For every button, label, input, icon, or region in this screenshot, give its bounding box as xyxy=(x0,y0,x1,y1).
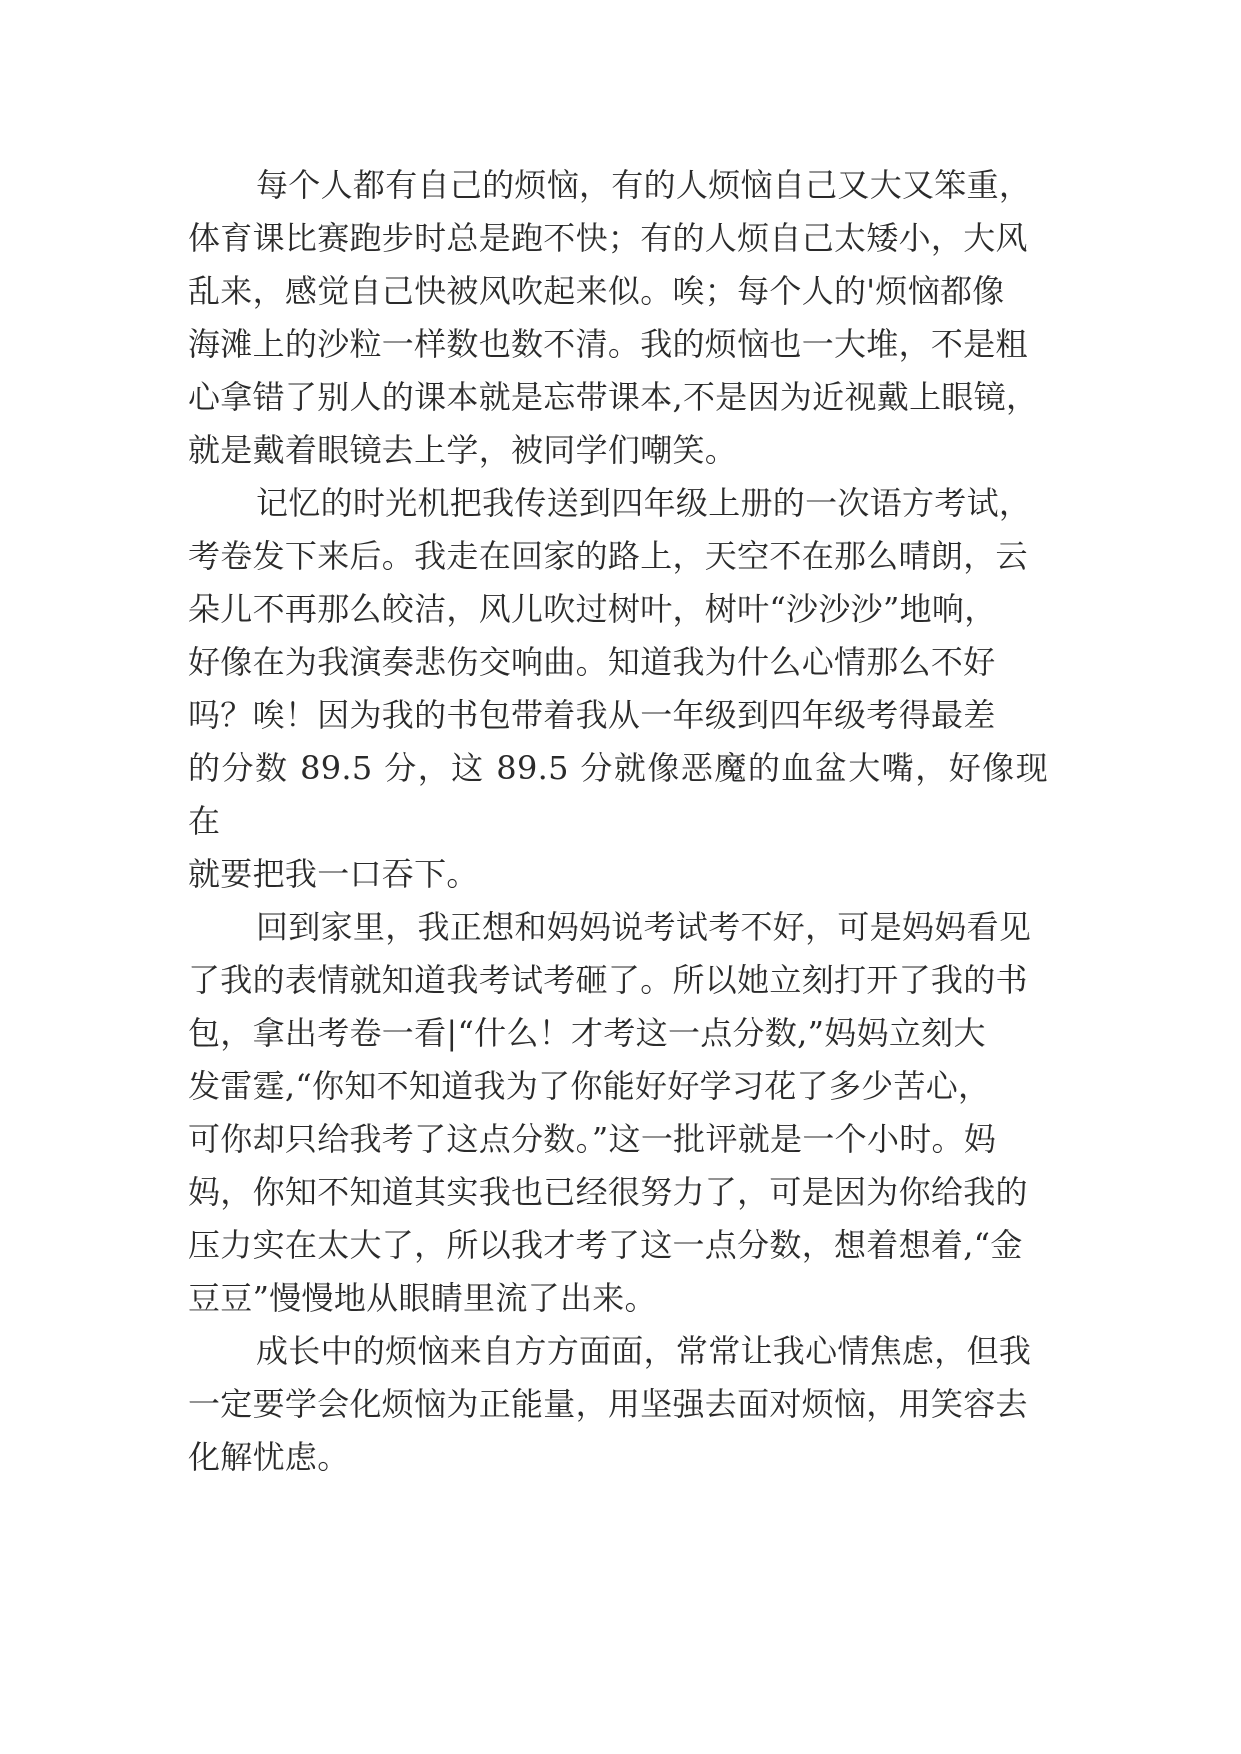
paragraph-1: 每个人都有自己的烦恼，有的人烦恼自己又大又笨重， 体育课比赛跑步时总是跑不快；有的人烦自己太矮小，大风 乱来，感觉自己快被风吹起来似。唉；每个人的'烦恼都像 海滩上的沙粒一样数也数不清。我的烦恼也一大堆，不是粗 心拿错了别人的课本就是忘带课本,不是因为近视戴上眼镜， 就是戴着眼镜去上学，被同学们嘲笑。 xyxy=(188,166,1039,469)
paragraph-3: 回到家里，我正想和妈妈说考试考不好，可是妈妈看见 了我的表情就知道我考试考砸了。所以她立刻打开了我的书 包，拿出考卷一看|“什么！才考这一点分数,”妈妈立刻大 发雷霆,“你知不知道我为了你能好好学习花了多少苦心， 可你却只给我考了这点分数。”这一批评就是一个小时。妈 妈，你知不知道其实我也已经很努力了，可是因为你给我的 压力实在太大了，所以我才考了这一点分数，想着想着,“金 豆豆”慢慢地从眼睛里流了出来。 xyxy=(188,908,1032,1317)
paragraph-4: 成长中的烦恼来自方方面面，常常让我心情焦虑，但我 一定要学会化烦恼为正能量，用坚强去面对烦恼，用笑容去 化解忧虑。 xyxy=(188,1332,1032,1476)
document-body xyxy=(188,159,1048,1484)
paragraph-2: 记忆的时光机把我传送到四年级上册的一次语方考试， 考卷发下来后。我走在回家的路上，天空不在那么晴朗，云 朵儿不再那么皎洁，风儿吹过树叶，树叶“沙沙沙”地响， 好像在为我演奏悲伤交响曲。知道我为什么心情那么不好 吗？唉！因为我的书包带着我从一年级到四年级考得最差 的分数 89.5 分，这 89.5 分就像恶魔的血盆大嘴，好像现在 就要把我一口吞下。 xyxy=(188,484,1048,893)
